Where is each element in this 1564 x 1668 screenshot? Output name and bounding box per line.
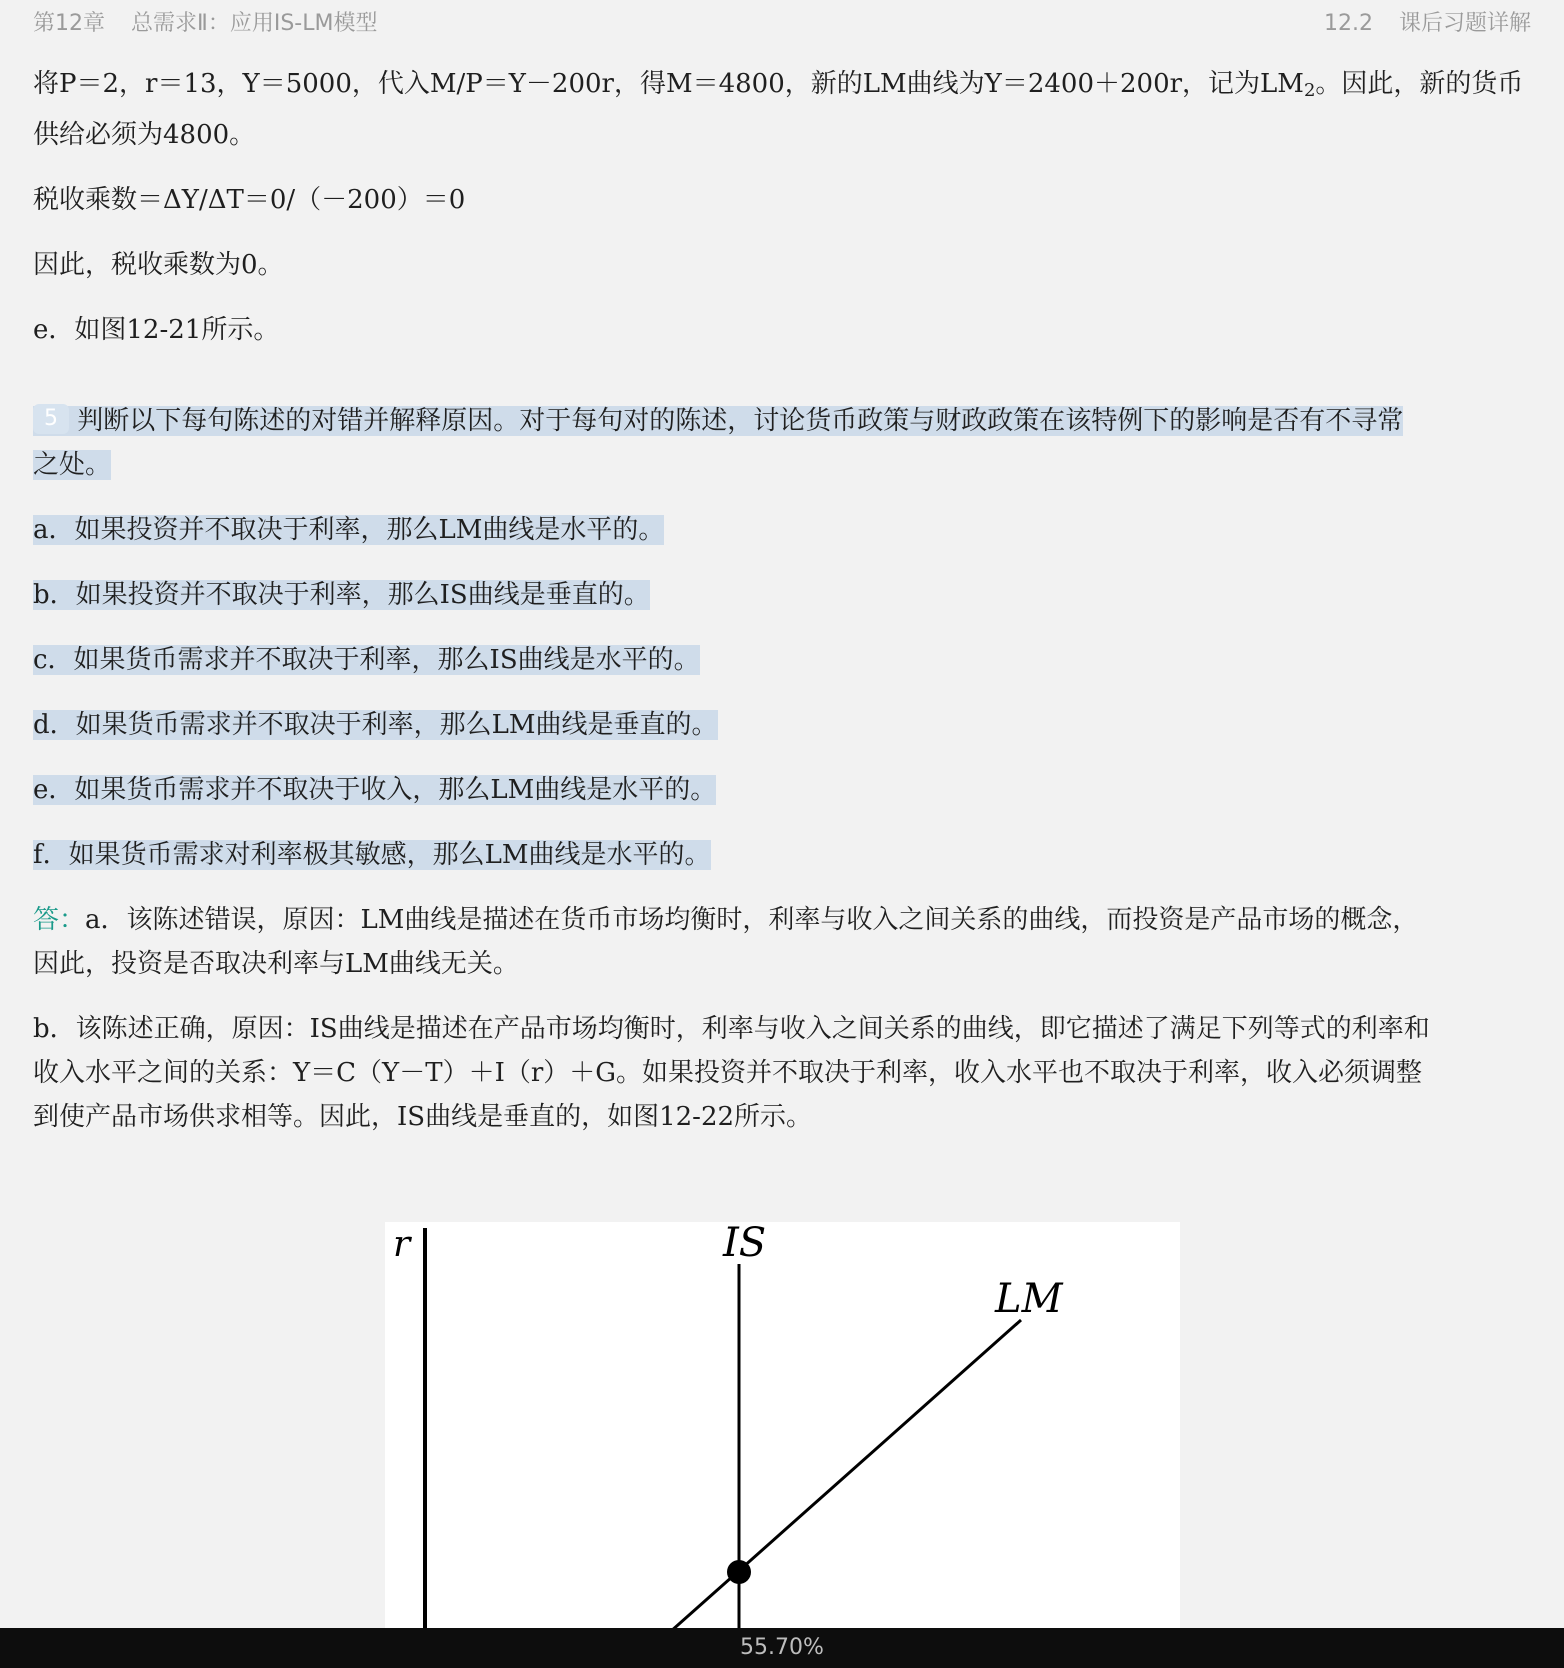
item-text[interactable]: d．如果货币需求并不取决于利率，那么LM曲线是垂直的。 — [33, 710, 718, 740]
question-item-b[interactable] — [33, 573, 1533, 617]
text[interactable]: 到使产品市场供求相等。因此，IS曲线是垂直的，如图12-22所示。 — [33, 1102, 813, 1132]
question-5[interactable] — [33, 399, 1533, 487]
section-number: 12.2 — [1324, 11, 1373, 36]
answer-b[interactable] — [33, 1007, 1533, 1139]
question-item-a[interactable] — [33, 508, 1533, 552]
equilibrium-point — [727, 1560, 751, 1584]
text[interactable]: 。因此，新的货币 — [1315, 69, 1524, 99]
lm-curve — [670, 1320, 1021, 1632]
y-axis-label: r — [393, 1224, 411, 1265]
answer-label: 答： — [33, 905, 86, 935]
reading-progress: 55.70% — [740, 1635, 824, 1660]
lm-label: LM — [995, 1276, 1063, 1322]
subscript[interactable]: 2 — [1303, 80, 1316, 101]
item-text[interactable]: a．如果投资并不取决于利率，那么LM曲线是水平的。 — [33, 515, 665, 545]
is-lm-diagram — [385, 1222, 1180, 1632]
paragraph-figure-ref[interactable]: e．如图12-21所示。 — [33, 315, 280, 345]
section-title: 课后习题详解 — [1398, 11, 1531, 36]
paragraph-lm-solution[interactable] — [33, 62, 1533, 157]
item-text[interactable]: c．如果货币需求并不取决于利率，那么IS曲线是水平的。 — [33, 645, 700, 675]
question-item-f[interactable] — [33, 833, 1533, 877]
text[interactable]: 供给必须为4800。 — [33, 120, 256, 150]
page-header — [0, 0, 1564, 44]
text[interactable]: 将P＝2，r＝13，Y＝5000，代入M/P＝Y－200r，得M＝4800，新的LM曲线为Y＝2400＋200r，记为LM — [33, 69, 1304, 99]
question-item-d[interactable] — [33, 703, 1533, 747]
reader-content — [33, 62, 1533, 1139]
item-text[interactable]: b．如果投资并不取决于利率，那么IS曲线是垂直的。 — [33, 580, 650, 610]
answer-a[interactable] — [33, 898, 1533, 986]
reading-progress-bar — [0, 1628, 1564, 1668]
text[interactable]: b．该陈述正确，原因：IS曲线是描述在产品市场均衡时，利率与收入之间关系的曲线，即它描述了满足下列等式的利率和 — [33, 1014, 1430, 1044]
question-item-e[interactable] — [33, 768, 1533, 812]
text[interactable]: 收入水平之间的关系：Y＝C（Y－T）＋I（r）＋G。如果投资并不取决于利率，收入水平也不取决于利率，收入必须调整 — [33, 1058, 1423, 1088]
question-text[interactable]: 之处。 — [33, 450, 112, 480]
question-item-c[interactable] — [33, 638, 1533, 682]
figure-12-22 — [385, 1222, 1180, 1632]
question-highlight[interactable] — [33, 406, 1403, 436]
chapter-number: 第12章 — [33, 11, 105, 36]
text[interactable]: 因此，投资是否取决利率与LM曲线无关。 — [33, 949, 519, 979]
question-text[interactable]: 判断以下每句陈述的对错并解释原因。对于每句对的陈述，讨论货币政策与财政政策在该特例下的影响是否有不寻常 — [77, 406, 1404, 436]
question-number-badge: 5 — [33, 404, 69, 434]
chapter-title: 总需求Ⅱ：应用IS-LM模型 — [131, 11, 378, 36]
item-text[interactable]: e．如果货币需求并不取决于收入，那么LM曲线是水平的。 — [33, 775, 717, 805]
paragraph-conclusion[interactable]: 因此，税收乘数为0。 — [33, 250, 284, 280]
section-heading — [1324, 6, 1531, 37]
is-label: IS — [723, 1222, 767, 1266]
chapter-heading — [33, 6, 377, 37]
item-text[interactable]: f．如果货币需求对利率极其敏感，那么LM曲线是水平的。 — [33, 840, 711, 870]
text[interactable]: a．该陈述错误，原因：LM曲线是描述在货币市场均衡时，利率与收入之间关系的曲线，而投资是产品市场的概念， — [85, 905, 1419, 935]
paragraph-tax-multiplier[interactable]: 税收乘数＝ΔY/ΔT＝0/（－200）＝0 — [33, 185, 466, 215]
